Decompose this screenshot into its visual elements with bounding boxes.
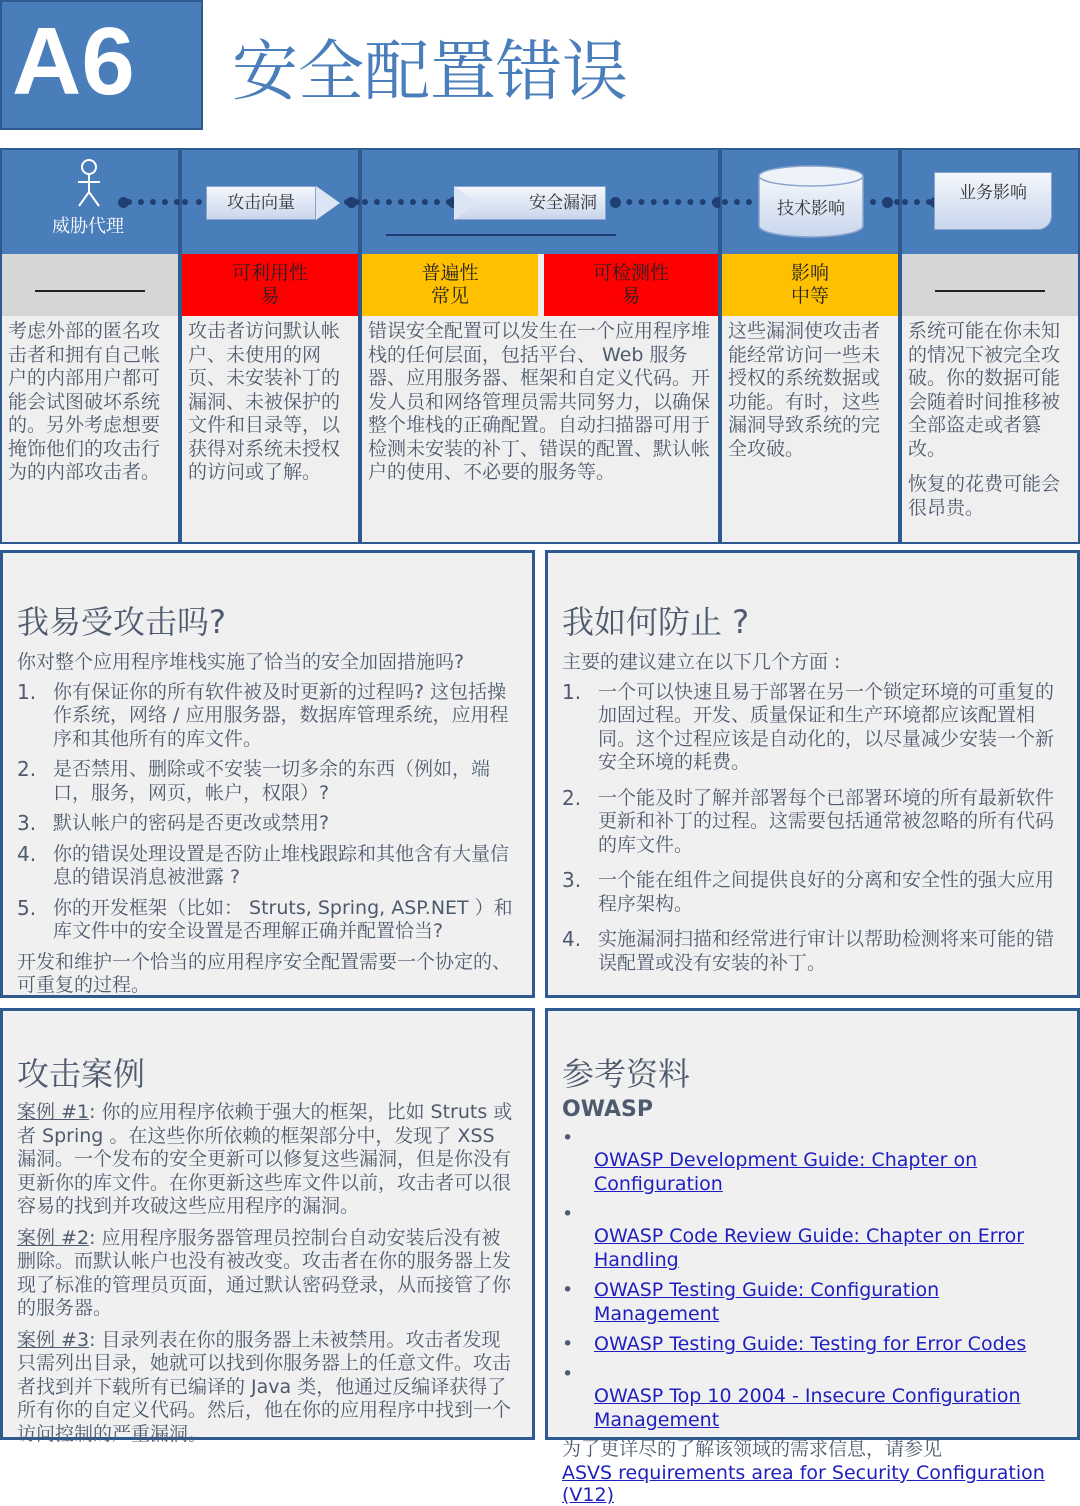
security-weakness-box: 安全漏洞 xyxy=(454,186,606,220)
example-label: 案例 #3 xyxy=(17,1328,90,1351)
reference-link[interactable]: OWASP Testing Guide: Configuration Management xyxy=(594,1279,940,1326)
list-text: 你有保证你的所有软件被及时更新的过程吗? 这包括操作系统，网络 / 应用服务器，数据库管理系统，应用程序和其他所有的库文件。 xyxy=(53,680,509,750)
flow-connector-end xyxy=(346,197,357,208)
reference-link[interactable]: OWASP Top 10 2004 - Insecure Configuration Management xyxy=(594,1385,1021,1432)
risk-table xyxy=(0,148,1080,544)
risk-column-technical-impact xyxy=(720,148,900,544)
risk-column-threat-agent xyxy=(0,148,180,544)
risk-column-attack-vector xyxy=(180,148,360,544)
list-text: 是否禁用、删除或不安装一切多余的东西（例如，端口，服务，网页，帐户，权限）? xyxy=(53,758,491,804)
rating-business-impact xyxy=(902,254,1078,316)
flow-band xyxy=(722,150,898,254)
reference-link[interactable]: OWASP Code Review Guide: Chapter on Error Handling xyxy=(594,1225,1025,1272)
rating-value: 中等 xyxy=(790,285,829,307)
rating-exploitability xyxy=(182,254,358,316)
bullet: • xyxy=(562,1279,574,1302)
list-text: 默认帐户的密码是否更改或禁用? xyxy=(53,812,330,835)
list-text: 你的错误处理设置是否防止堆栈跟踪和其他含有大量信息的错误消息被泄露 ? xyxy=(53,842,510,889)
rating-label: 影响 xyxy=(790,262,829,284)
rating-value: 易 xyxy=(621,285,641,307)
bullet: • xyxy=(562,1333,574,1356)
description-attack-vector: 攻击者访问默认帐户、未使用的网页、未安装补丁的漏洞、未被保护的文件和目录等，以获得对系统未授权的访问或了解。 xyxy=(188,320,341,483)
business-impact-label: 业务影响 xyxy=(959,183,1027,203)
list-item xyxy=(562,928,1063,975)
list-number: 2. xyxy=(17,757,37,782)
vulnerable-title: 我易受攻击吗? xyxy=(17,603,226,641)
list-item xyxy=(17,843,518,890)
asvs-link[interactable]: ASVS requirements area for Security Configuration (V12) xyxy=(562,1461,1045,1506)
prevent-panel xyxy=(545,550,1080,998)
list-item xyxy=(17,897,518,944)
list-item xyxy=(17,681,518,752)
list-text: 一个能在组件之间提供良好的分离和安全性的强大应用程序架构。 xyxy=(598,869,1055,915)
references-outro: 为了更详尽的了解该领域的需求信息，请参见 xyxy=(562,1438,943,1461)
list-number: 4. xyxy=(17,841,37,866)
rating-label: 可检测性 xyxy=(592,262,669,284)
flow-connector-end xyxy=(118,197,129,208)
list-number: 1. xyxy=(17,679,37,704)
list-text: 你的开发框架（比如： Struts, Spring, ASP.NET ）和库文件中的安全设置是否理解正确并配置恰当? xyxy=(53,896,513,943)
examples-panel xyxy=(0,1008,535,1445)
example-label: 案例 #2 xyxy=(17,1226,90,1249)
rating-dash xyxy=(935,290,1045,292)
page-title: 安全配置错误 xyxy=(232,33,628,110)
examples-title: 攻击案例 xyxy=(17,1055,146,1093)
flow-connector xyxy=(126,199,180,205)
flow-connector xyxy=(182,199,202,205)
threat-agent-label: 威胁代理 xyxy=(52,216,124,237)
stick-figure-icon xyxy=(74,158,104,208)
reference-link[interactable]: OWASP Development Guide: Chapter on Configuration xyxy=(594,1149,978,1196)
references-list xyxy=(562,1126,1063,1432)
flow-connector xyxy=(362,199,452,205)
flow-band xyxy=(2,150,178,254)
rating-label: 可利用性 xyxy=(231,262,308,284)
example-text: : 你的应用程序依赖于强大的框架，比如 Struts 或者 Spring 。在这些你所依赖的框架部分中，发现了 XSS 漏洞。一个发布的安全更新可以修复这些漏洞，但是你没有更新你的库文件。在你更新这些库文件以前，攻击者可以很容易的找到并攻破这些应用程序的漏洞。 xyxy=(17,1101,513,1218)
badge-label: A6 xyxy=(12,8,135,115)
rating-label: 普遍性 xyxy=(421,262,479,284)
risk-column-security-weakness xyxy=(360,148,720,544)
reference-item xyxy=(562,1126,1063,1196)
reference-item xyxy=(562,1278,1063,1326)
rating-dash xyxy=(35,290,145,292)
prevent-intro: 主要的建议建立在以下几个方面 : xyxy=(562,651,841,674)
bullet: • xyxy=(562,1203,574,1226)
list-number: 5. xyxy=(17,895,37,920)
reference-link[interactable]: OWASP Testing Guide: Testing for Error Codes xyxy=(594,1333,1027,1356)
flow-band xyxy=(362,150,718,254)
flow-band xyxy=(182,150,358,254)
flow-connector xyxy=(722,199,752,205)
example-label: 案例 #1 xyxy=(17,1101,90,1124)
list-number: 1. xyxy=(562,679,582,704)
list-item xyxy=(562,681,1063,775)
flow-connector-end xyxy=(610,197,621,208)
list-item xyxy=(562,869,1063,916)
bullet: • xyxy=(562,1127,574,1150)
description-technical-impact: 这些漏洞使攻击者能经常访问一些未授权的系统数据或功能。有时，这些漏洞导致系统的完全攻破。 xyxy=(728,320,881,460)
technical-impact-label: 技术影响 xyxy=(777,199,845,219)
description-security-weakness: 错误安全配置可以发生在一个应用程序堆栈的任何层面，包括平台、 Web 服务器、应用服务器、框架和自定义代码。开发人员和网络管理员需共同努力，以确保整个堆栈的正确配置。自动扫描器可用于检测未安装的补丁、错误的配置、默认帐户的使用、不必要的服务等。 xyxy=(368,320,711,483)
vulnerable-panel xyxy=(0,550,535,998)
rating-impact xyxy=(722,254,898,316)
reference-item xyxy=(562,1362,1063,1432)
example-text: : 目录列表在你的服务器上未被禁用。攻击者发现只需列出目录，她就可以找到你服务器上的任意文件。攻击者找到并下载所有已编译的 Java 类，他通过反编译获得了所有你的自定义代码。然后，他在你的应用程序中找到一个访问控制的严重漏洞。 xyxy=(17,1328,512,1445)
list-text: 一个可以快速且易于部署在另一个锁定环境的可重复的加固过程。开发、质量保证和生产环境都应该配置相同。这个过程应该是自动化的，以尽量减少安装一个新安全环境的耗费。 xyxy=(598,680,1055,774)
description-paragraph: 恢复的花费可能会很昂贵。 xyxy=(908,473,1061,519)
example-paragraph xyxy=(17,1227,516,1321)
example-paragraph xyxy=(17,1329,516,1447)
prevent-title: 我如何防止 ? xyxy=(562,603,750,641)
arrow-right-icon xyxy=(454,186,478,220)
example-paragraph xyxy=(17,1101,516,1219)
reference-item xyxy=(562,1202,1063,1272)
references-subtitle: OWASP xyxy=(562,1097,653,1123)
list-number: 3. xyxy=(17,811,37,836)
rating-prevalence xyxy=(362,254,538,316)
vulnerable-intro: 你对整个应用程序堆栈实施了恰当的安全加固措施吗? xyxy=(17,651,465,674)
rating-detectability xyxy=(544,254,718,316)
attack-vector-box: 攻击向量 xyxy=(206,186,316,220)
list-text: 实施漏洞扫描和经常进行审计以帮助检测将来可能的错误配置或没有安装的补丁。 xyxy=(598,928,1055,974)
list-text: 一个能及时了解并部署每个已部署环境的所有最新软件更新和补丁的过程。这需要包括通常被忽略的所有代码的库文件。 xyxy=(598,786,1055,856)
description-threat-agent: 考虑外部的匿名攻击者和拥有自己帐户的内部用户都可能会试图破坏系统的。另外考虑想要掩饰他们的攻击行为的内部攻击者。 xyxy=(8,320,161,483)
bullet: • xyxy=(562,1363,574,1386)
list-item xyxy=(17,812,518,836)
list-item xyxy=(562,787,1063,858)
list-number: 4. xyxy=(562,927,582,952)
risk-column-business-impact xyxy=(900,148,1080,544)
prevent-list xyxy=(562,681,1063,976)
arrow-right-icon xyxy=(316,186,340,220)
references-panel xyxy=(545,1008,1080,1506)
rating-threat-agent xyxy=(2,254,178,316)
description-business-impact xyxy=(908,320,1074,532)
reference-item xyxy=(562,1332,1063,1356)
list-number: 3. xyxy=(562,868,582,893)
references-title: 参考资料 xyxy=(562,1055,691,1093)
rating-value: 常见 xyxy=(430,285,469,307)
underline-decoration xyxy=(386,234,616,236)
flow-connector xyxy=(902,199,932,205)
list-item xyxy=(17,758,518,805)
description-paragraph: 系统可能在你未知的情况下被完全攻破。你的数据可能会随着时间推移被全部盗走或者篡改。 xyxy=(908,320,1061,460)
vulnerable-list xyxy=(17,681,518,944)
flow-connector-end xyxy=(882,197,893,208)
rating-value: 易 xyxy=(260,285,280,307)
example-text: : 应用程序服务器管理员控制台自动安装后没有被删除。而默认帐户也没有被改变。攻击者在你的服务器上发现了标准的管理员页面，通过默认密码登录，从而接管了你的服务器。 xyxy=(17,1226,512,1320)
list-number: 2. xyxy=(562,785,582,810)
flow-band xyxy=(902,150,1078,254)
flow-connector xyxy=(614,199,718,205)
vulnerable-outro: 开发和维护一个恰当的应用程序安全配置需要一个协定的、可重复的过程。 xyxy=(17,950,512,997)
